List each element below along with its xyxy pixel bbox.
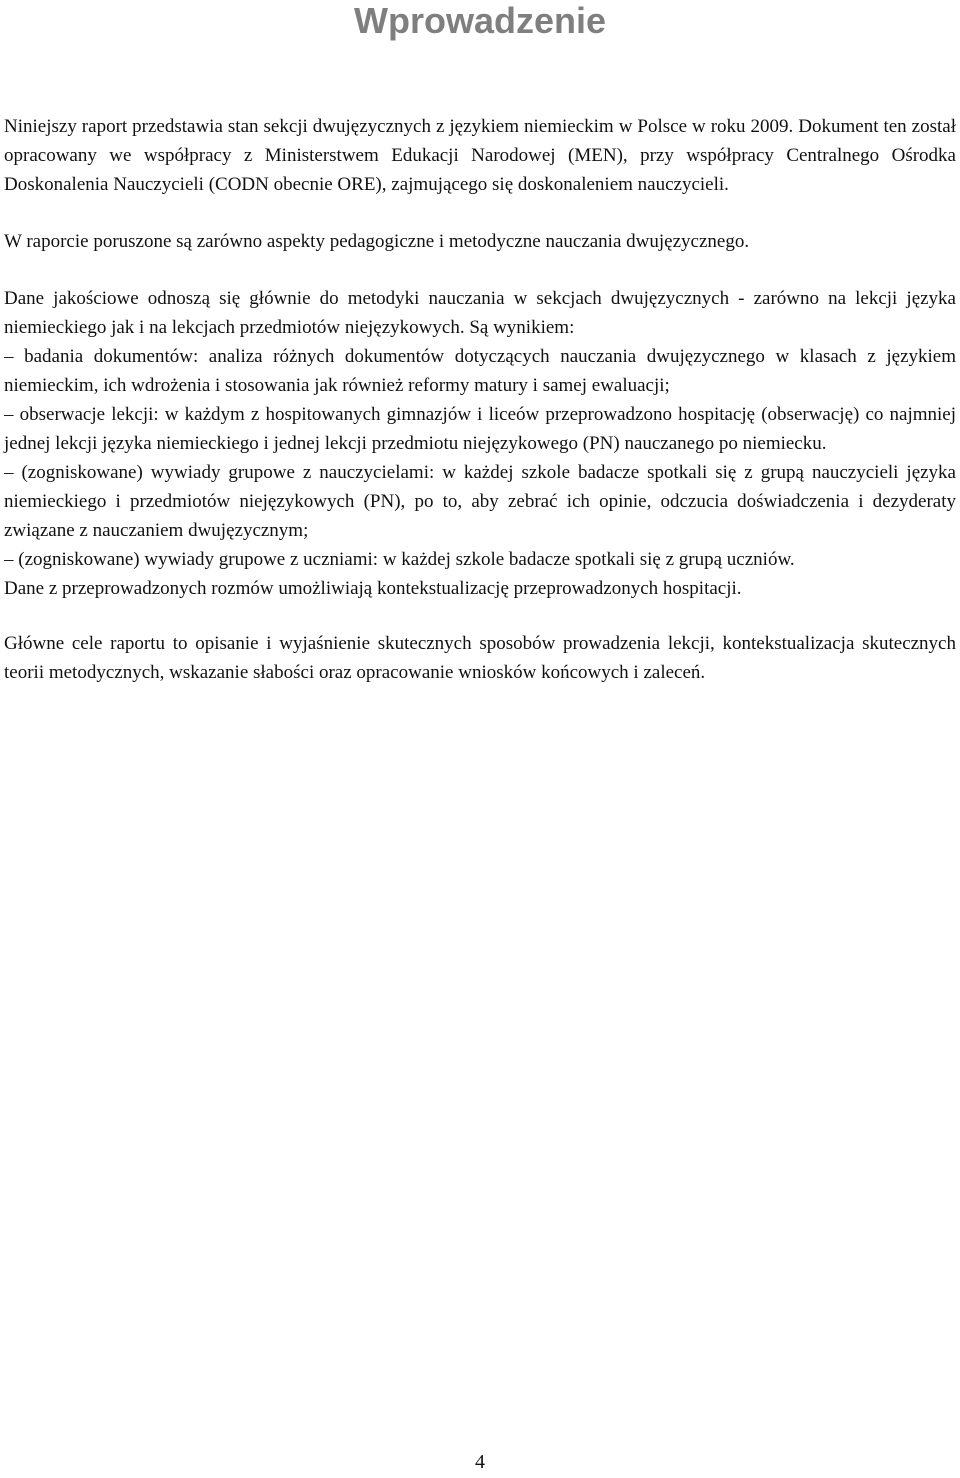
list-item-documents: – badania dokumentów: analiza różnych dokumentów dotyczących nauczania dwujęzycznego w klasach z językiem niemieckim, ich wdrożenia i stosowania jak również reformy matury i samej ewaluacji; bbox=[4, 346, 956, 396]
list-item-observations: – obserwacje lekcji: w każdym z hospitowanych gimnazjów i liceów przeprowadzono hospitację (obserwację) co najmniej jednej lekcji języka niemieckiego i jednej lekcji przedmiotu niejęzykowego (PN) nauczanego po niemiecku. bbox=[4, 404, 956, 454]
paragraph-aspects: W raporcie poruszone są zarówno aspekty pedagogiczne i metodyczne nauczania dwujęzycznego. bbox=[4, 231, 750, 252]
page-title: Wprowadzenie bbox=[353, 0, 607, 41]
paragraph-intro: Niniejszy raport przedstawia stan sekcji dwujęzycznych z językiem niemieckim w Polsce w roku 2009. Dokument ten został opracowany we współpracy z Ministerstwem Edukacji Narodowej (MEN), przy współpracy Centralnego Ośrodka Doskonalenia Nauczycieli (CODN obecnie ORE), zajmującego się doskonaleniem nauczycieli. bbox=[4, 116, 956, 195]
page-number: 4 bbox=[475, 1451, 485, 1473]
paragraph-qualitative: Dane jakościowe odnoszą się głównie do metodyki nauczania w sekcjach dwujęzycznych - zarówno na lekcji języka niemieckiego jak i na lekcjach przedmiotów niejęzykowych. Są wynikiem: bbox=[4, 288, 956, 338]
paragraph-goals: Główne cele raportu to opisanie i wyjaśnienie skutecznych sposobów prowadzenia lekcji, kontekstualizacja skutecznych teorii metodycznych, wskazanie słabości oraz opracowanie wniosków końcowych i zaleceń. bbox=[4, 633, 956, 683]
list-item-teacher-interviews: – (zogniskowane) wywiady grupowe z nauczycielami: w każdej szkole badacze spotkali się z grupą nauczycieli języka niemieckiego i przedmiotów niejęzykowych (PN), po to, aby zebrać ich opinie, odczucia doświadczenia i dezyderaty związane z nauczaniem dwujęzycznym; bbox=[4, 462, 956, 541]
list-item-student-interviews: – (zogniskowane) wywiady grupowe z uczniami: w każdej szkole badacze spotkali się z grupą uczniów. bbox=[4, 549, 795, 570]
document-body bbox=[4, 112, 956, 687]
paragraph-contextual: Dane z przeprowadzonych rozmów umożliwiają kontekstualizację przeprowadzonych hospitacji. bbox=[4, 578, 742, 599]
